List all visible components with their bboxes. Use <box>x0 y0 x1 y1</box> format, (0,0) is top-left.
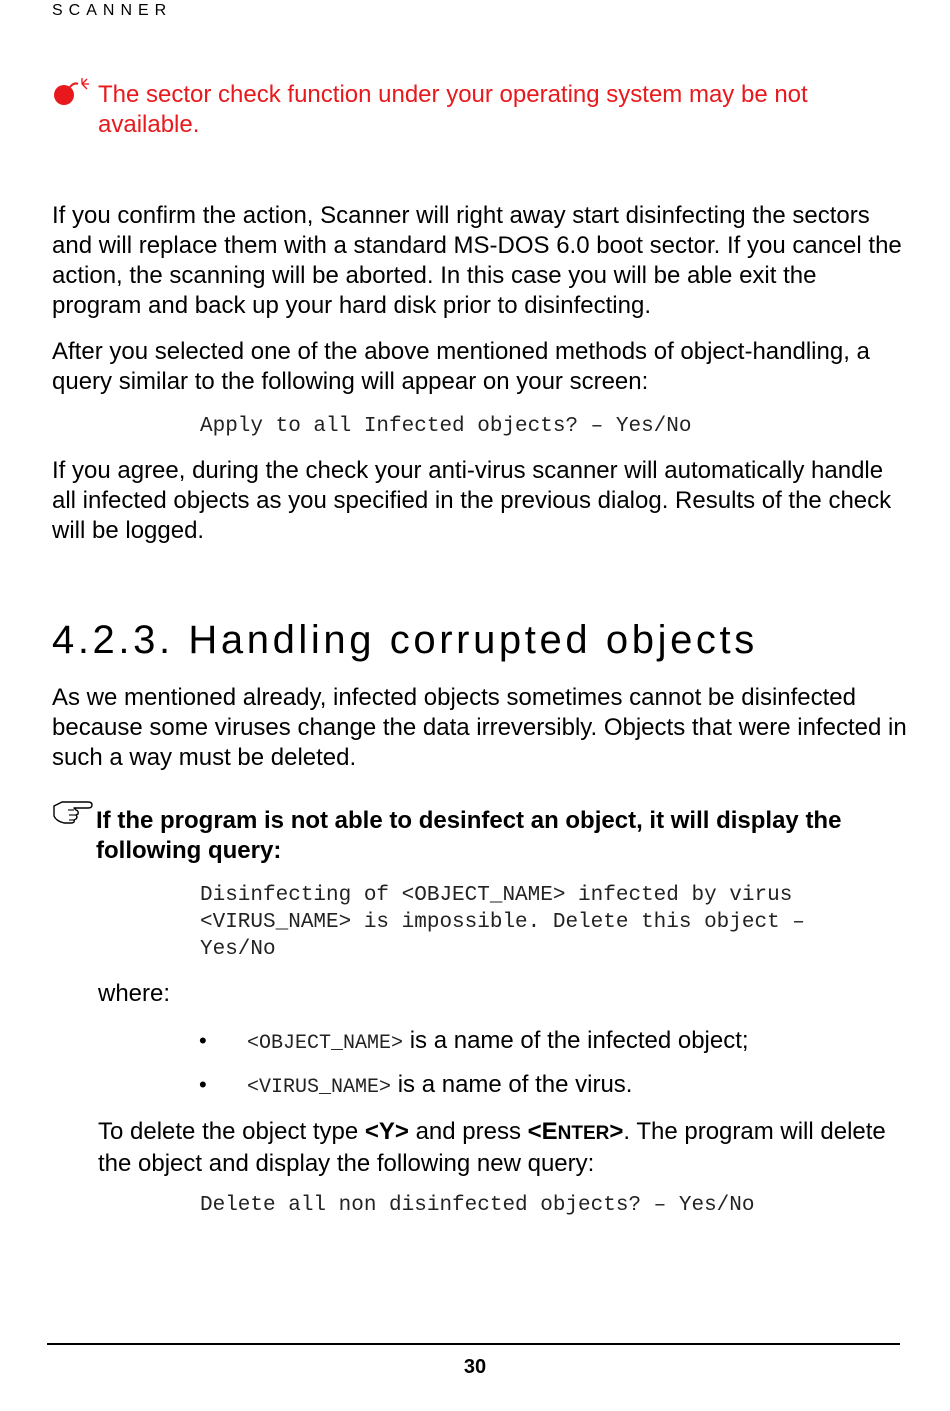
page-number: 30 <box>463 1356 487 1378</box>
bullet-code: <VIRUS_NAME> <box>247 1076 392 1099</box>
code-query-delete-all: Delete all non disinfected objects? – Yes/No <box>200 1194 755 1217</box>
footer-divider <box>47 1343 900 1345</box>
bullet-text: is a name of the infected object; <box>403 1027 749 1054</box>
code-query-apply-all: Apply to all Infected objects? – Yes/No <box>200 415 692 438</box>
section-heading: 4.2.3. Handling corrupted objects <box>52 618 758 662</box>
paragraph-confirm-action: If you confirm the action, Scanner will right away start disinfecting the sectors and will replace them with a standard MS-DOS 6.0 boot sector. If you cancel the action, the scanning will be aborted. In this case you will be able exit the program and back up your hard disk prior to disinfecting. <box>52 202 902 319</box>
paragraph-query-intro: After you selected one of the above mentioned methods of object-handling, a query similar to the following will appear on your screen: <box>52 338 870 395</box>
key-y: <Y> <box>364 1118 409 1145</box>
list-item <box>247 1026 749 1059</box>
paragraph-delete-instructions: To delete the object type <Y> and press <ENTER>. The program will delete the object and display the following new query: <box>98 1118 886 1177</box>
where-label: where: <box>98 980 171 1007</box>
key-enter: <ENTER> <box>527 1118 624 1145</box>
bullet-marker: • <box>199 1072 207 1097</box>
bomb-icon <box>52 78 96 108</box>
code-query-disinfect-line2: <VIRUS_NAME> is impossible. Delete this object – <box>200 911 805 934</box>
important-note: If the program is not able to desinfect an object, it will display the following query: <box>96 807 842 864</box>
bullet-code: <OBJECT_NAME> <box>247 1032 404 1055</box>
warning-note: The sector check function under your operating system may be not available. <box>98 81 808 138</box>
bullet-marker: • <box>199 1028 207 1053</box>
running-header: SCANNER <box>52 2 173 19</box>
pointing-hand-icon <box>52 796 96 826</box>
code-query-disinfect-line3: Yes/No <box>200 938 276 961</box>
paragraph-agree-results: If you agree, during the check your anti-virus scanner will automatically handle all infected objects as you specified in the previous dialog. Results of the check will be logged. <box>52 457 892 544</box>
paragraph-corrupted-intro: As we mentioned already, infected objects sometimes cannot be disinfected because some viruses change the data irreversibly. Objects that were infected in such a way must be deleted. <box>52 684 907 771</box>
bullet-text: is a name of the virus. <box>391 1071 633 1098</box>
code-query-disinfect-line1: Disinfecting of <OBJECT_NAME> infected by virus <box>200 884 793 907</box>
list-item <box>247 1070 632 1103</box>
